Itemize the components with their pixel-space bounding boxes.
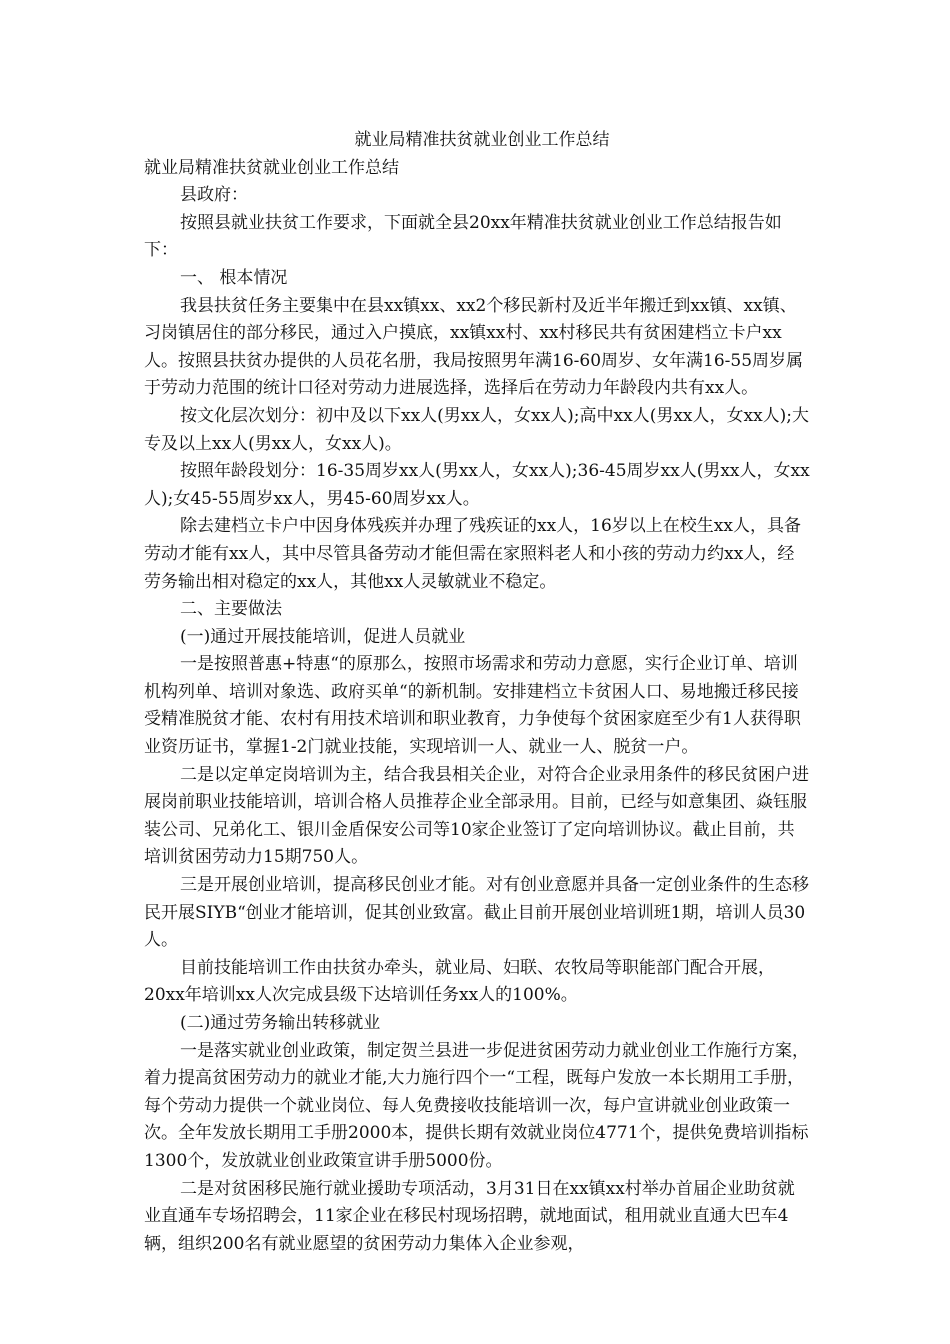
paragraph: 我县扶贫任务主要集中在县xx镇xx、xx2个移民新村及近半年搬迁到xx镇、xx镇、习岗镇居住的部分移民，通过入户摸底，xx镇xx村、xx村移民共有贫困建档立卡户xx人。按照县扶贫办提供的人员花名册，我局按照男年满16-60周岁、女年满16-55周岁属于劳动力范围的统计口径对劳动力进展选择，选择后在劳动力年龄段内共有xx人。: [144, 295, 804, 399]
paragraph: 一、 根本情况: [180, 267, 288, 288]
document-title: 就业局精准扶贫就业创业工作总结: [354, 130, 610, 150]
paragraph: 三是开展创业培训，提高移民创业才能。对有创业意愿并具备一定创业条件的生态移民开展SIYB“创业才能培训，促其创业致富。截止目前开展创业培训班1期，培训人员30人。: [144, 875, 809, 951]
paragraph: 一是落实就业创业政策，制定贺兰县进一步促进贫困劳动力就业创业工作施行方案，着力提高贫困劳动力的就业才能,大力施行四个一“工程，既每户发放一本长期用工手册，每个劳动力提供一个就业岗位、每人免费接收技能培训一次，每户宣讲就业创业政策一次。全年发放长期用工手册2000本，提供长期有效就业岗位4771个，提供免费培训指标1300个，发放就业创业政策宣讲手册5000份。: [144, 1040, 809, 1171]
paragraph: 按照年龄段划分：16-35周岁xx人(男xx人，女xx人);36-45周岁xx人(男xx人，女xx人);女45-55周岁xx人，男45-60周岁xx人。: [144, 461, 810, 509]
paragraph: 除去建档立卡户中因身体残疾并办理了残疾证的xx人，16岁以上在校生xx人，具备劳动才能有xx人，其中尽管具备劳动才能但需在家照料老人和小孩的劳动力约xx人，经劳务输出相对稳定的xx人，其他xx人灵敏就业不稳定。: [144, 516, 801, 592]
document-body: [144, 127, 810, 1258]
paragraph: (二)通过劳务输出转移就业: [180, 1013, 381, 1033]
paragraph: 二、主要做法: [180, 599, 282, 620]
paragraph: 一是按照普惠+特惠“的原那么，按照市场需求和劳动力意愿，实行企业订单、培训机构列单、培训对象选、政府买单“的新机制。安排建档立卡贫困人口、易地搬迁移民接受精准脱贫才能、农村有用技术培训和职业教育，力争使每个贫困家庭至少有1人获得职业资历证书，掌握1-2门就业技能，实现培训一人、就业一人、脱贫一户。: [144, 654, 801, 758]
paragraph: 县政府：: [180, 185, 248, 206]
paragraph: 目前技能培训工作由扶贫办牵头，就业局、妇联、农牧局等职能部门配合开展，20xx年培训xx人次完成县级下达培训任务xx人的100%。: [144, 957, 775, 1006]
paragraph: 二是对贫困移民施行就业援助专项活动，3月31日在xx镇xx村举办首届企业助贫就业直通车专场招聘会，11家企业在移民村现场招聘，就地面试，租用就业直通大巴车4辆，组织200名有就业愿望的贫困劳动力集体入企业参观，: [144, 1178, 795, 1254]
paragraph: 按照县就业扶贫工作要求，下面就全县20xx年精准扶贫就业创业工作总结报告如下：: [144, 212, 782, 261]
paragraph: 按文化层次划分：初中及以下xx人(男xx人，女xx人);高中xx人(男xx人，女xx人);大专及以上xx人(男xx人，女xx人)。: [144, 405, 810, 454]
paragraph: (一)通过开展技能培训，促进人员就业: [180, 626, 466, 647]
paragraph: 二是以定单定岗培训为主，结合我县相关企业，对符合企业录用条件的移民贫困户进展岗前职业技能培训，培训合格人员推荐企业全部录用。目前，已经与如意集团、焱钰服装公司、兄弟化工、银川金盾保安公司等10家企业签订了定向培训协议。截止目前，共培训贫困劳动力15期750人。: [144, 764, 809, 868]
paragraph-list: [144, 155, 810, 1259]
paragraph: 就业局精准扶贫就业创业工作总结: [144, 157, 399, 178]
